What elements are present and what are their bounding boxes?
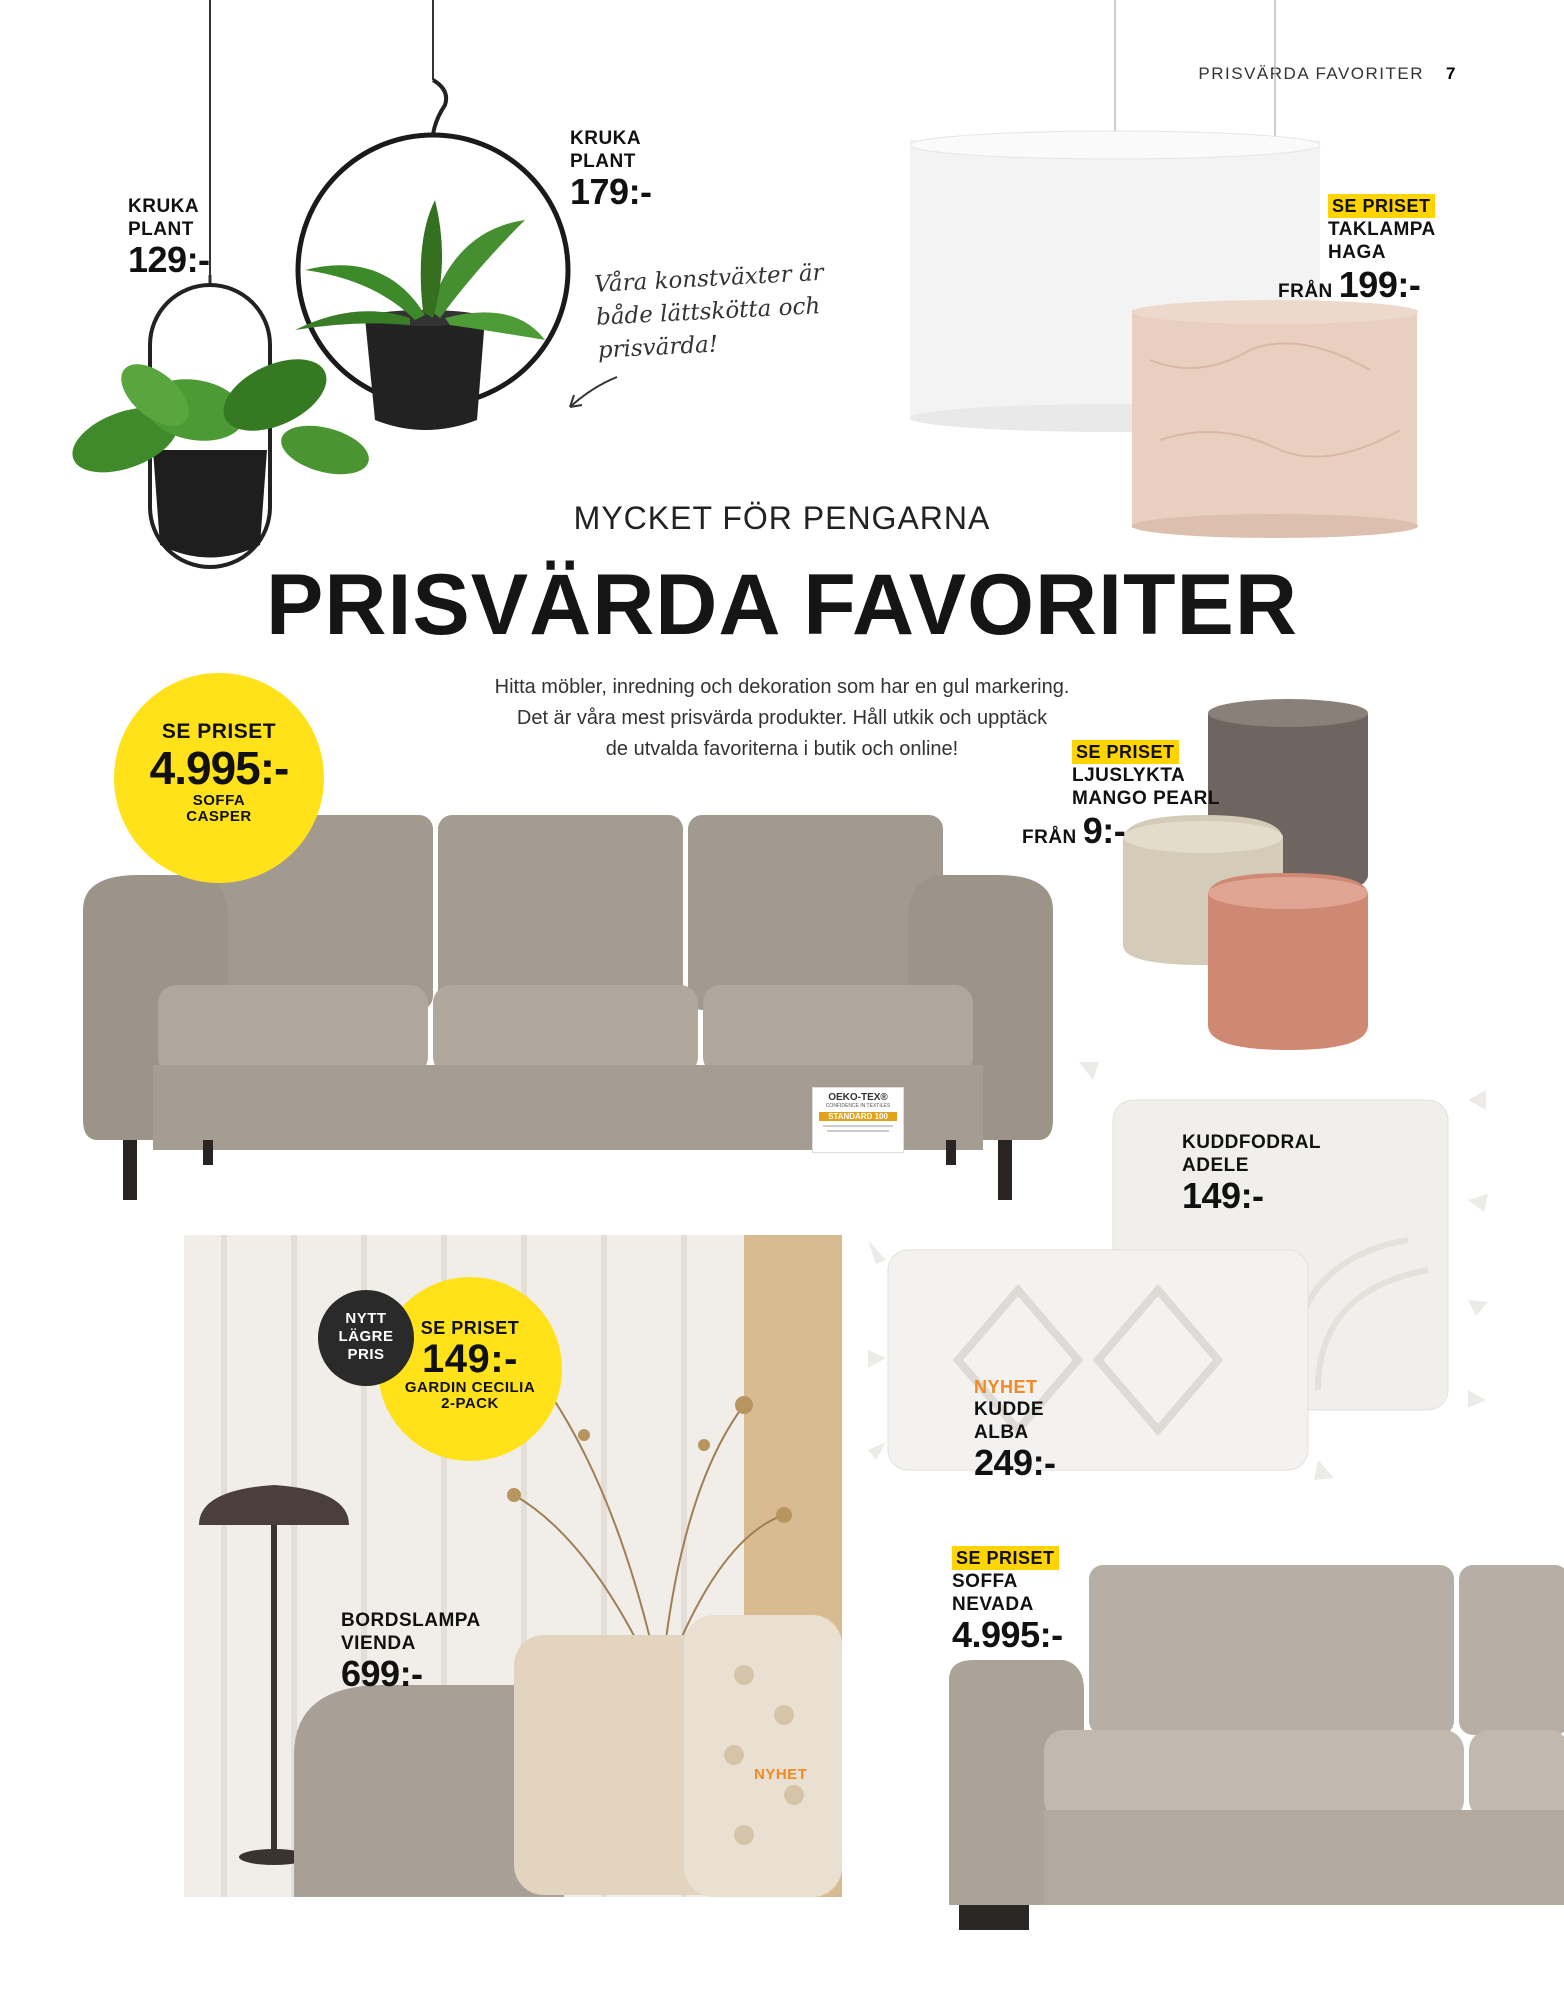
taklampa-label <box>1328 194 1436 264</box>
intro-text <box>382 672 1182 765</box>
nevada-price: 4.995:- <box>952 1614 1063 1655</box>
section-title: PRISVÄRDA FAVORITER <box>1198 64 1425 83</box>
casper-tag: SE PRISET <box>161 720 277 743</box>
nytt-lagre-pris-badge <box>318 1290 414 1386</box>
kudde-alba-price: 249:- <box>974 1442 1056 1483</box>
ljuslykta-tag: SE PRISET <box>1072 740 1179 764</box>
arrow-icon <box>562 372 622 417</box>
nevada-name: SOFFA <box>952 1571 1018 1592</box>
ljuslykta-label <box>1072 740 1220 810</box>
taklampa-price: 199:- <box>1338 264 1421 305</box>
page-title: PRISVÄRDA FAVORITER <box>266 557 1298 653</box>
nevada-name2: NEVADA <box>952 1594 1034 1615</box>
gardin-name2: 2-PACK <box>441 1394 499 1412</box>
intro-line-1: Hitta möbler, inredning och dekoration som har en gul markering. <box>494 676 1070 698</box>
kruka-small-label <box>128 195 210 279</box>
oeko-standard: STANDARD 100 <box>819 1112 897 1121</box>
oeko-brand: OEKO-TEX® <box>828 1092 888 1103</box>
kudde-alba-label <box>974 1376 1056 1482</box>
gardin-price: 149:- <box>422 1336 518 1381</box>
gardin-tag: SE PRISET <box>420 1318 520 1338</box>
oeko-tagline: CONFIDENCE IN TEXTILES <box>825 1103 891 1109</box>
intro-line-2: Det är våra mest prisvärda produkter. Håll utkik och upptäck <box>516 707 1048 729</box>
kuddfodral-label <box>1182 1131 1321 1215</box>
soffa-nevada-label <box>952 1546 1063 1654</box>
soffa-casper-price-badge <box>114 673 324 883</box>
kudde-alba-name2: ALBA <box>974 1422 1029 1443</box>
kuddfodral-name2: ADELE <box>1182 1155 1249 1176</box>
bordslampa-label <box>341 1609 481 1693</box>
handnote-line-3: prisvärda! <box>597 331 719 364</box>
ljuslykta-name2: MANGO PEARL <box>1072 788 1220 809</box>
gardin-price-badge <box>378 1277 562 1461</box>
photo-nyhet-tag: NYHET <box>754 1766 808 1783</box>
hanging-plants-image <box>55 0 585 580</box>
kruka-small-name: KRUKA <box>128 196 200 217</box>
ljuslykta-from: FRÅN <box>1022 827 1077 848</box>
page-number: 7 <box>1446 64 1457 83</box>
bordslampa-name: BORDSLAMPA <box>341 1610 481 1631</box>
handnote-line-1: Våra konstväxter är <box>593 259 825 298</box>
kruka-ring-name: KRUKA <box>570 128 642 149</box>
taklampa-name2: HAGA <box>1328 242 1386 263</box>
kudde-alba-tag: NYHET <box>974 1377 1038 1397</box>
taklampa-name: TAKLAMPA <box>1328 219 1436 240</box>
bordslampa-price: 699:- <box>341 1653 423 1694</box>
ljuslykta-name: LJUSLYKTA <box>1072 765 1186 786</box>
bordslampa-name2: VIENDA <box>341 1633 416 1654</box>
taklampa-price-row <box>1278 266 1420 304</box>
kicker: MYCKET FÖR PENGARNA <box>573 500 991 536</box>
kruka-small-price: 129:- <box>128 239 210 280</box>
taklampa-tag: SE PRISET <box>1328 194 1435 218</box>
badge-line-3: PRIS <box>347 1346 385 1363</box>
badge-line-1: NYTT <box>345 1310 387 1327</box>
handwritten-note <box>594 255 859 367</box>
casper-price: 4.995:- <box>149 742 289 795</box>
kruka-ring-label <box>570 127 652 211</box>
ljuslykta-price-row <box>1022 812 1125 850</box>
cushions-image <box>868 1060 1528 1500</box>
handnote-line-2: både lättskötta och <box>595 293 821 331</box>
casper-name2: CASPER <box>186 807 252 825</box>
kuddfodral-price: 149:- <box>1182 1175 1264 1216</box>
kruka-ring-name2: PLANT <box>570 151 636 172</box>
kruka-ring-price: 179:- <box>570 171 652 212</box>
casper-name: SOFFA <box>192 792 246 810</box>
taklampa-from: FRÅN <box>1278 281 1333 302</box>
ljuslykta-price: 9:- <box>1082 810 1126 851</box>
intro-line-3: de utvalda favoriterna i butik och online! <box>605 738 959 760</box>
kudde-alba-name: KUDDE <box>974 1399 1045 1420</box>
kuddfodral-name: KUDDFODRAL <box>1182 1132 1322 1153</box>
badge-line-2: LÄGRE <box>338 1328 394 1345</box>
kruka-small-name2: PLANT <box>128 219 194 240</box>
gardin-name: GARDIN CECILIA <box>404 1378 536 1396</box>
nevada-tag: SE PRISET <box>952 1546 1059 1570</box>
